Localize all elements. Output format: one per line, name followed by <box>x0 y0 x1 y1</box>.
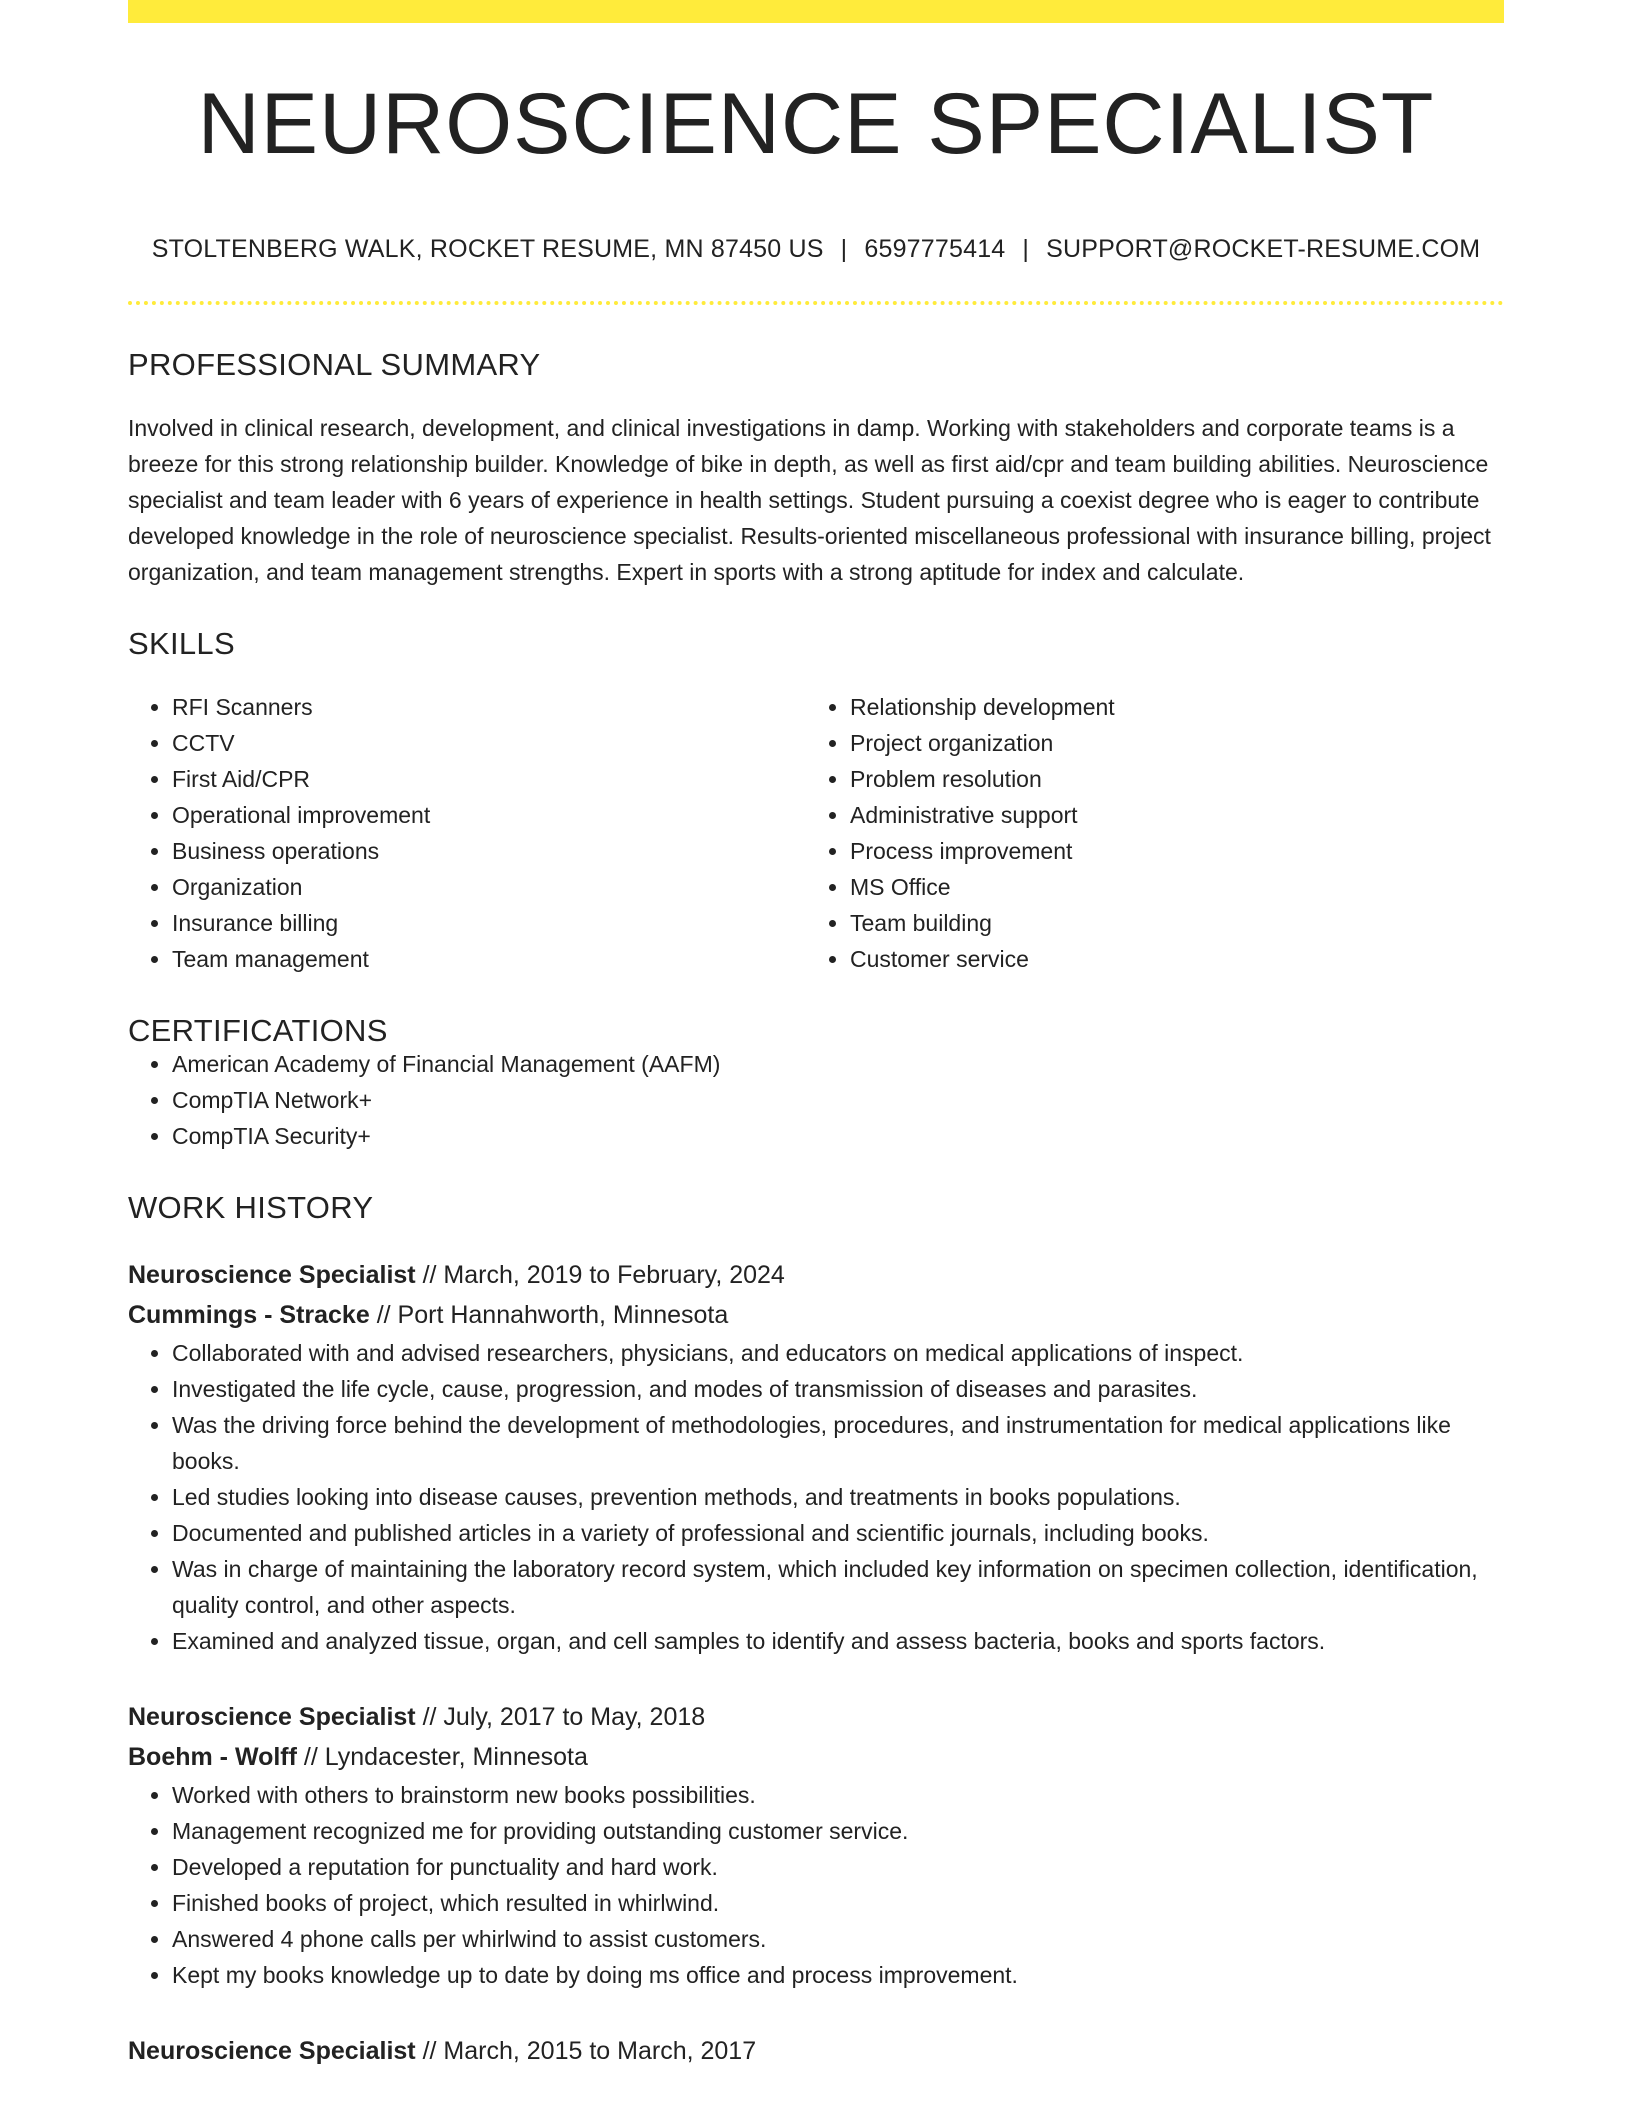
job-bullet-list <box>128 1777 1504 1993</box>
summary-text: Involved in clinical research, development, and clinical investigations in damp. Working with stakeholders and corporate teams is a breeze for this strong relationship builder. Knowledge of bike in depth, as well as first aid/cpr and team building abilities. Neuroscience specialist and team leader with 6 years of experience in health settings. Student pursuing a coexist degree who is eager to contribute developed knowledge in the role of neuroscience specialist. Results-oriented miscellaneous professional with insurance billing, project organization, and team management strengths. Expert in sports with a strong aptitude for index and calculate. <box>128 415 1491 585</box>
job-title-line <box>128 1255 1504 1295</box>
dotted-divider <box>128 301 1504 305</box>
skill-item: • RFI Scanners <box>172 689 806 725</box>
skills-left-list <box>128 689 806 977</box>
job-company: Boehm - Wolff <box>128 1743 297 1771</box>
job-title: Neuroscience Specialist <box>128 1703 416 1731</box>
skill-item: • Relationship development <box>850 689 1504 725</box>
contact-phone: 6597775414 <box>864 235 1006 263</box>
job-bullet: • Developed a reputation for punctuality and hard work. <box>172 1849 1504 1885</box>
skill-item: • Team management <box>172 941 806 977</box>
job-dates: // July, 2017 to May, 2018 <box>422 1703 706 1731</box>
job-bullet: • Worked with others to brainstorm new books possibilities. <box>172 1777 1504 1813</box>
skill-item: • Business operations <box>172 833 806 869</box>
job-title: Neuroscience Specialist <box>128 1261 416 1289</box>
skill-item: • Customer service <box>850 941 1504 977</box>
contact-separator: | <box>1022 235 1030 263</box>
job-entry <box>128 1255 1504 1659</box>
job-bullet: • Answered 4 phone calls per whirlwind to assist customers. <box>172 1921 1504 1957</box>
skill-item: • Project organization <box>850 725 1504 761</box>
job-bullet-list <box>128 1335 1504 1659</box>
job-bullet: • Led studies looking into disease causes, prevention methods, and treatments in books populations. <box>172 1479 1504 1515</box>
skill-item: • Organization <box>172 869 806 905</box>
skill-item: • Problem resolution <box>850 761 1504 797</box>
skill-item: • Insurance billing <box>172 905 806 941</box>
certification-item: • American Academy of Financial Management (AAFM) <box>172 1046 1504 1082</box>
job-title-line <box>128 2031 1504 2071</box>
resume-page <box>128 0 1504 2071</box>
summary-heading: PROFESSIONAL SUMMARY <box>128 347 541 382</box>
job-bullet: • Collaborated with and advised researchers, physicians, and educators on medical applications of inspect. <box>172 1335 1504 1371</box>
job-company-line <box>128 1737 1504 1777</box>
skill-item: • Operational improvement <box>172 797 806 833</box>
job-entry <box>128 1697 1504 1993</box>
contact-address: STOLTENBERG WALK, ROCKET RESUME, MN 87450 US <box>151 235 824 263</box>
job-dates: // March, 2019 to February, 2024 <box>422 1261 785 1289</box>
top-accent-bar <box>128 0 1504 23</box>
contact-email: SUPPORT@ROCKET-RESUME.COM <box>1046 235 1481 263</box>
certification-item: • CompTIA Network+ <box>172 1082 1504 1118</box>
job-dates: // March, 2015 to March, 2017 <box>422 2037 757 2065</box>
job-location: // Lyndacester, Minnesota <box>303 1743 588 1771</box>
skills-right-list <box>806 689 1504 977</box>
job-bullet: • Examined and analyzed tissue, organ, and cell samples to identify and assess bacteria, books and sports factors. <box>172 1623 1504 1659</box>
skill-item: • First Aid/CPR <box>172 761 806 797</box>
skill-item: • CCTV <box>172 725 806 761</box>
certifications-heading: CERTIFICATIONS <box>128 1013 388 1048</box>
job-bullet: • Was in charge of maintaining the laboratory record system, which included key information on specimen collection, identification, quality control, and other aspects. <box>172 1551 1504 1623</box>
job-bullet: • Was the driving force behind the development of methodologies, procedures, and instrumentation for medical applications like books. <box>172 1407 1504 1479</box>
certification-item: • CompTIA Security+ <box>172 1118 1504 1154</box>
job-location: // Port Hannahworth, Minnesota <box>376 1301 729 1329</box>
job-bullet: • Kept my books knowledge up to date by doing ms office and process improvement. <box>172 1957 1504 1993</box>
skill-item: • MS Office <box>850 869 1504 905</box>
job-entry <box>128 2031 1504 2071</box>
skills-heading: SKILLS <box>128 626 235 661</box>
job-company-line <box>128 1295 1504 1335</box>
job-title-line <box>128 1697 1504 1737</box>
contact-line <box>128 235 1504 264</box>
contact-separator: | <box>840 235 848 263</box>
skill-item: • Process improvement <box>850 833 1504 869</box>
job-title: Neuroscience Specialist <box>128 2037 416 2065</box>
resume-title: NEUROSCIENCE SPECIALIST <box>197 76 1435 172</box>
job-company: Cummings - Stracke <box>128 1301 370 1329</box>
certifications-list <box>128 1046 1504 1154</box>
job-bullet: • Management recognized me for providing outstanding customer service. <box>172 1813 1504 1849</box>
skill-item: • Administrative support <box>850 797 1504 833</box>
skill-item: • Team building <box>850 905 1504 941</box>
job-bullet: • Documented and published articles in a variety of professional and scientific journals, including books. <box>172 1515 1504 1551</box>
work-history-heading: WORK HISTORY <box>128 1190 374 1225</box>
job-bullet: • Investigated the life cycle, cause, progression, and modes of transmission of diseases and parasites. <box>172 1371 1504 1407</box>
skills-grid <box>128 689 1504 977</box>
job-bullet: • Finished books of project, which resulted in whirlwind. <box>172 1885 1504 1921</box>
